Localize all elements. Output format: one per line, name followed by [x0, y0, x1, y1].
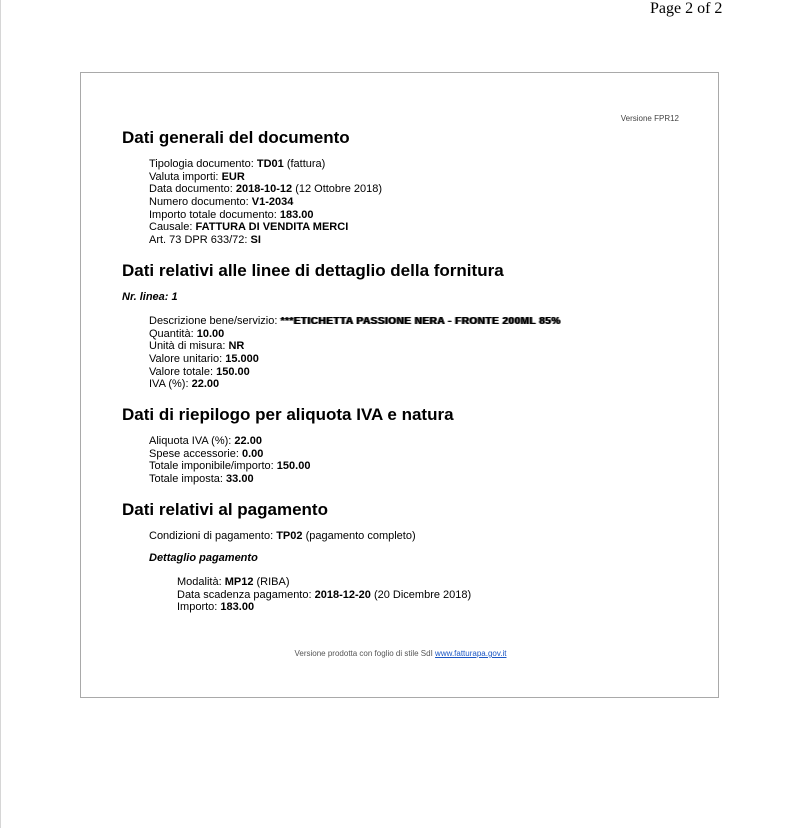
field-valore-unitario: Valore unitario: 15.000	[149, 353, 259, 366]
version-label: Versione FPR12	[620, 114, 679, 123]
payment-detail-fields	[177, 576, 471, 614]
field-importo: Importo: 183.00	[177, 601, 255, 614]
page-number: Page 2 of 2	[650, 0, 723, 17]
field-aliquota: Aliquota IVA (%): 22.00	[149, 435, 262, 447]
fatturapa-link[interactable]: www.fatturapa.gov.it	[435, 649, 507, 658]
field-quantita: Quantità: 10.00	[149, 327, 225, 340]
field-unita: Unità di misura: NR	[149, 340, 245, 353]
description-value: ***ETICHETTA PASSIONE NERA - FRONTE 200ML 85%	[280, 316, 561, 327]
field-art73: Art. 73 DPR 633/72: SI	[149, 234, 261, 247]
invoice-frame	[80, 72, 719, 698]
field-modalita: Modalità: MP12 (RIBA)	[177, 576, 290, 588]
field-spese: Spese accessorie: 0.00	[149, 447, 264, 460]
footer-text: Versione prodotta con foglio di stile SdI	[294, 649, 433, 658]
footer	[81, 649, 720, 658]
field-imposta: Totale imposta: 33.00	[149, 473, 254, 486]
field-valuta: Valuta importi: EUR	[149, 170, 245, 183]
general-section-title: Dati generali del documento	[122, 128, 350, 147]
field-imponibile: Totale imponibile/importo: 150.00	[149, 460, 311, 473]
summary-section-title: Dati di riepilogo per aliquota IVA e natura	[122, 405, 454, 424]
field-data: Data documento: 2018-10-12 (12 Ottobre 2018)	[149, 183, 383, 196]
field-valore-totale: Valore totale: 150.00	[149, 365, 250, 378]
page-left-edge	[0, 0, 1, 828]
payment-section-title: Dati relativi al pagamento	[122, 500, 328, 519]
payment-condition: Condizioni di pagamento: TP02 (pagamento completo)	[149, 530, 416, 542]
payment-detail-title: Dettaglio pagamento	[149, 552, 258, 564]
line-fields	[149, 315, 561, 391]
field-tipologia: Tipologia documento: TD01 (fattura)	[149, 158, 326, 170]
field-descrizione: Descrizione bene/servizio: ***ETICHETTA PASSIONE NERA - FRONTE 200ML 85%	[149, 315, 561, 327]
field-scadenza: Data scadenza pagamento: 2018-12-20 (20 Dicembre 2018)	[177, 588, 472, 601]
summary-fields	[149, 435, 310, 486]
field-iva: IVA (%): 22.00	[149, 378, 220, 391]
lines-section-title: Dati relativi alle linee di dettaglio della fornitura	[122, 261, 504, 280]
line-number-label: Nr. linea: 1	[122, 291, 178, 303]
field-causale: Causale: FATTURA DI VENDITA MERCI	[149, 221, 349, 234]
general-fields	[149, 158, 382, 247]
field-numero: Numero documento: V1-2034	[149, 196, 294, 209]
field-importo-totale: Importo totale documento: 183.00	[149, 208, 314, 221]
